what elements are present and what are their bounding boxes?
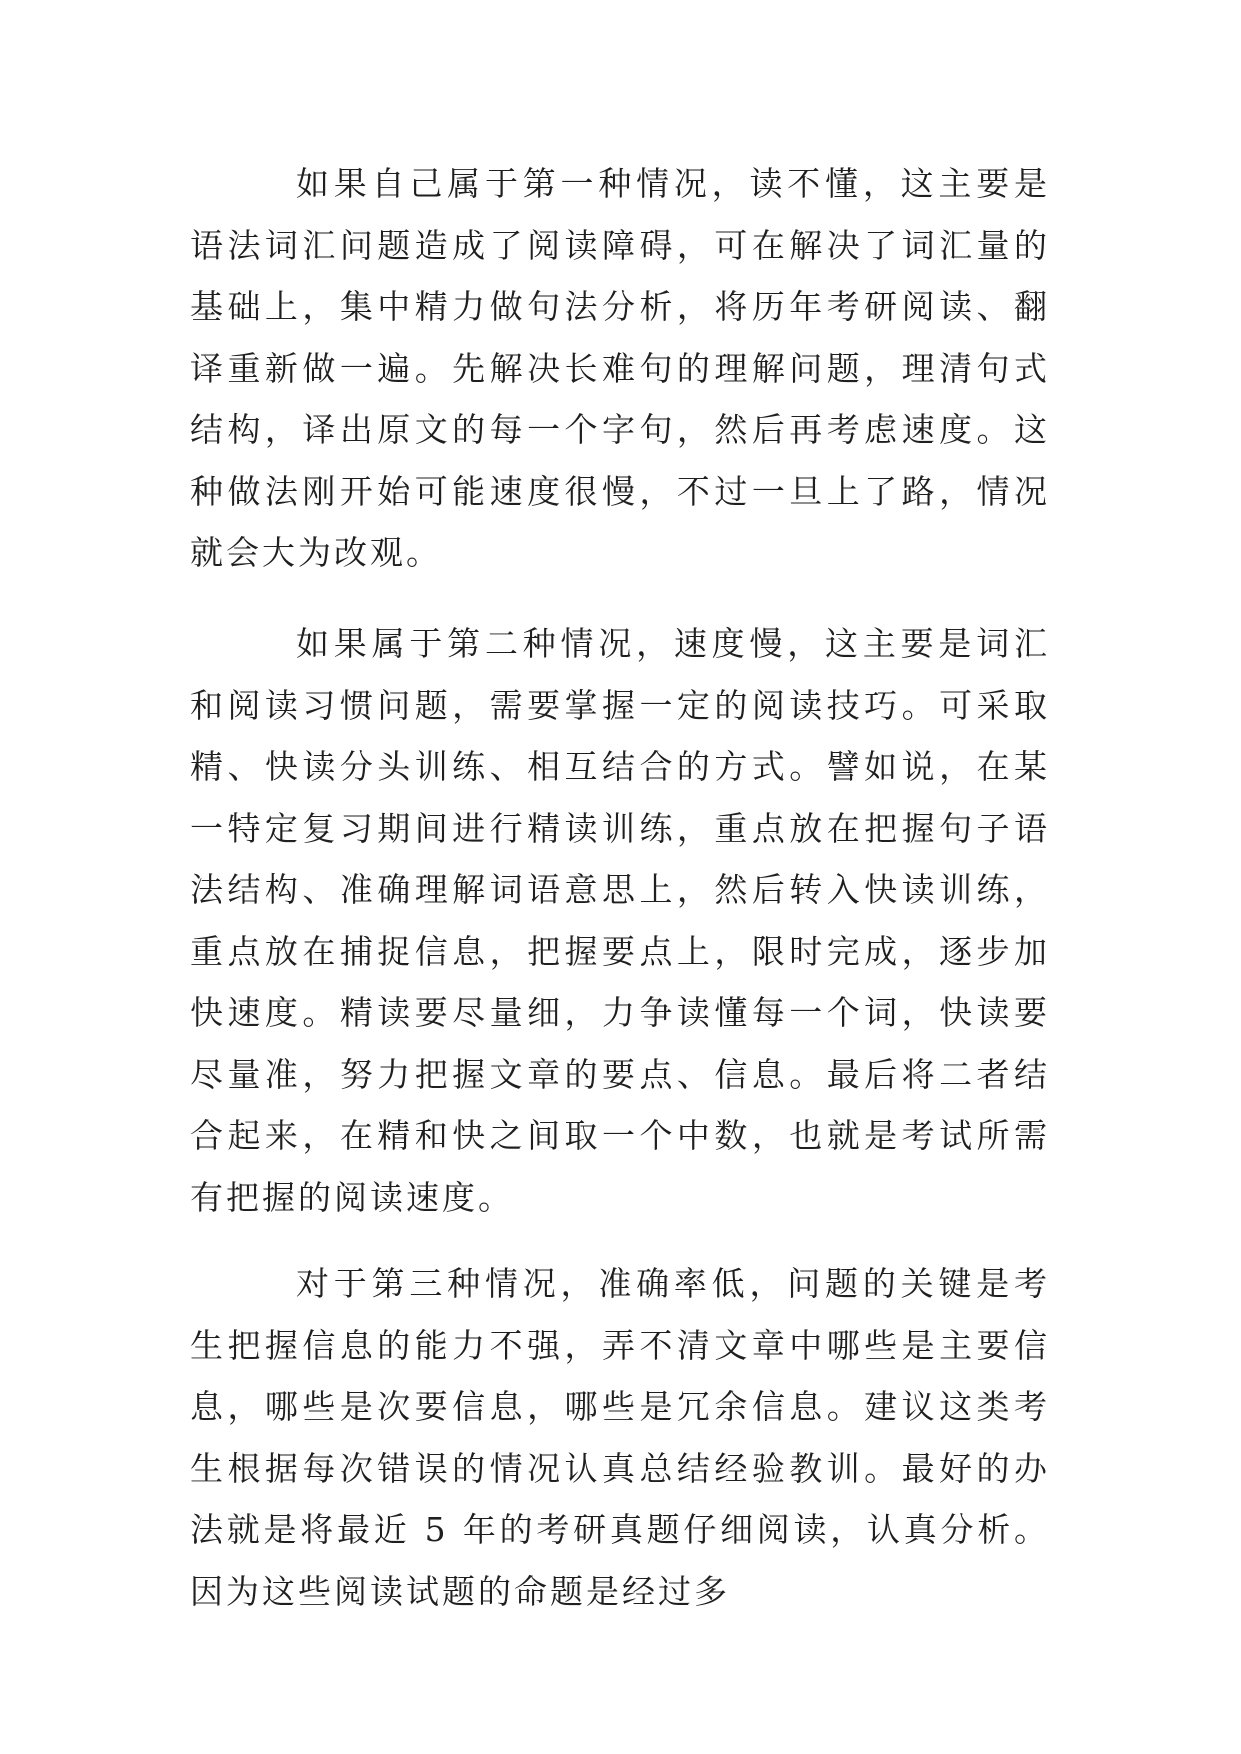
paragraph-2: 如果属于第二种情况，速度慢，这主要是词汇和阅读习惯问题，需要掌握一定的阅读技巧。可采取精、快读分头训练、相互结合的方式。譬如说，在某一特定复习期间进行精读训练，重点放在把握句子语法结构、准确理解词语意思上，然后转入快读训练，重点放在捕捉信息，把握要点上，限时完成，逐步加快速度。精读要尽量细，力争读懂每一个词，快读要尽量准，努力把握文章的要点、信息。最后将二者结合起来，在精和快之间取一个中数，也就是考试所需有把握的阅读速度。	[190, 624, 1050, 1217]
paragraph-1: 如果自己属于第一种情况，读不懂，这主要是语法词汇问题造成了阅读障碍，可在解决了词汇量的基础上，集中精力做句法分析，将历年考研阅读、翻译重新做一遍。先解决长难句的理解问题，理清句式结构，译出原文的每一个字句，然后再考虑速度。这种做法刚开始可能速度很慢，不过一旦上了路，情况就会大为改观。	[190, 164, 1050, 572]
paragraph-3: 对于第三种情况，准确率低，问题的关键是考生把握信息的能力不强，弄不清文章中哪些是主要信息，哪些是次要信息，哪些是冗余信息。建议这类考生根据每次错误的情况认真总结经验教训。最好的办法就是将最近 5 年的考研真题仔细阅读，认真分析。因为这些阅读试题的命题是经过多	[190, 1264, 1050, 1611]
